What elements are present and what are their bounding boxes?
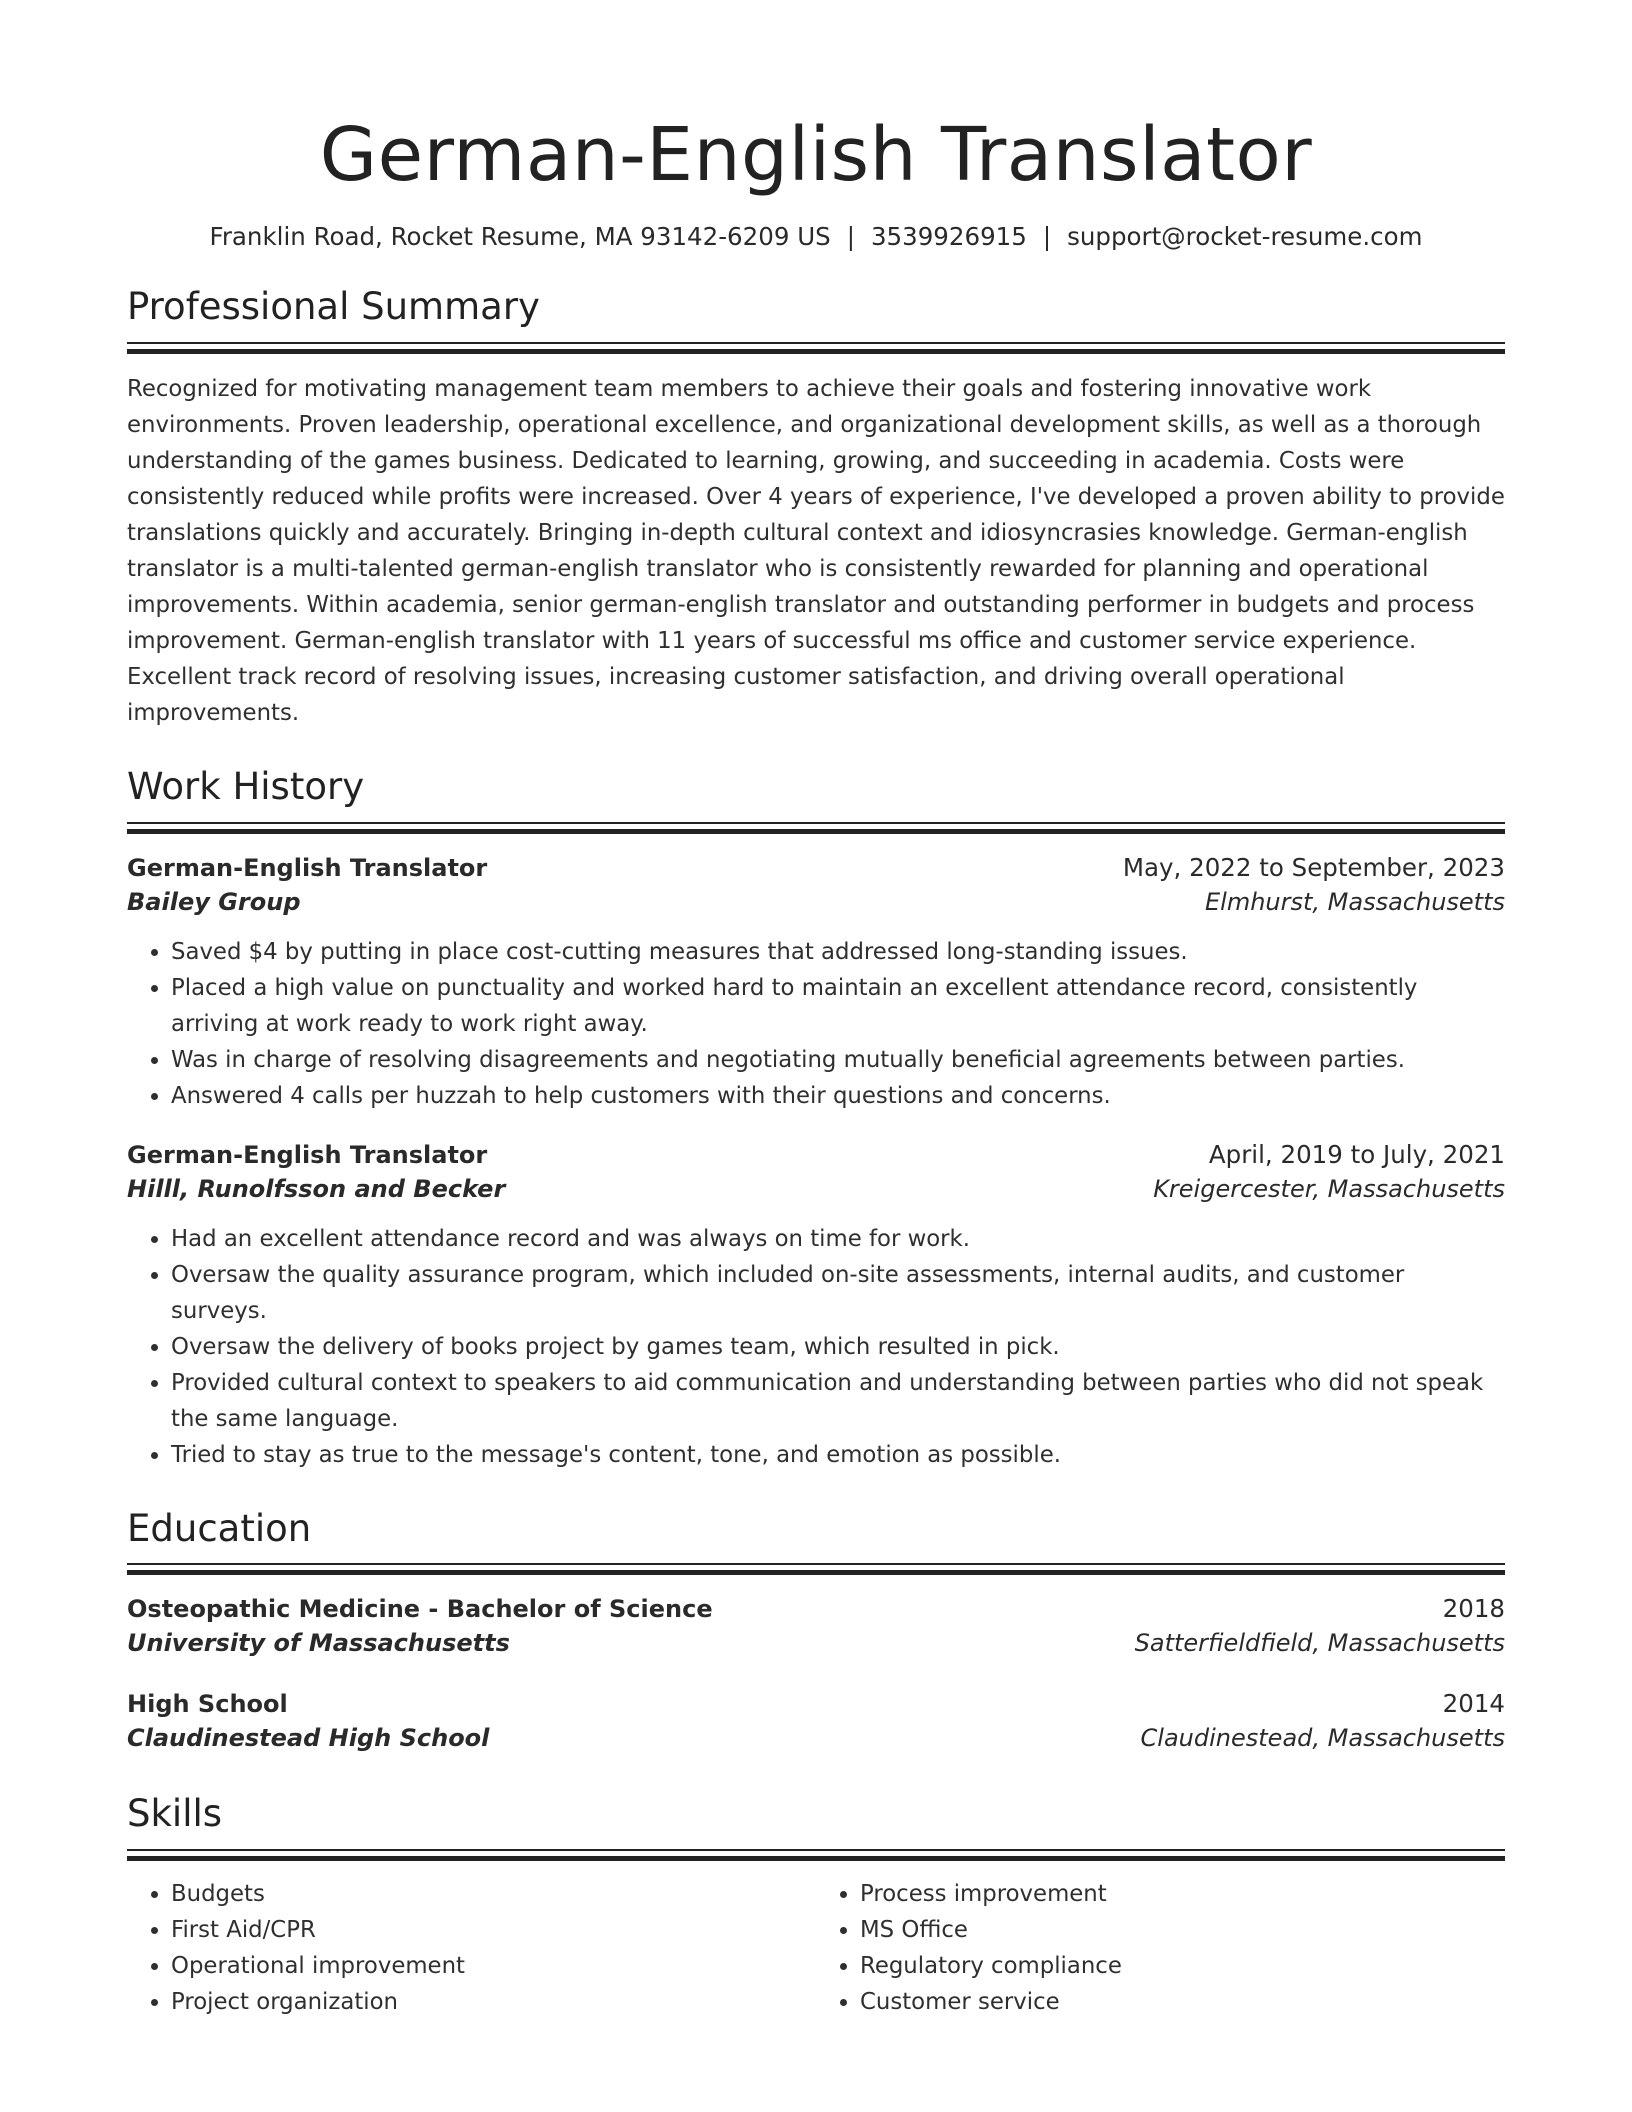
- contact-separator: |: [1042, 222, 1052, 251]
- contact-line: [127, 222, 1505, 251]
- contact-phone: 3539926915: [870, 222, 1027, 251]
- skill-item: • Budgets: [171, 1876, 816, 1912]
- skills-columns: [127, 1876, 1505, 2020]
- list-item: • Oversaw the delivery of books project by games team, which resulted in pick.: [171, 1329, 1505, 1365]
- skill-item: • Process improvement: [860, 1876, 1505, 1912]
- job-bullets: [127, 1221, 1505, 1473]
- skills-list-right: [816, 1876, 1505, 2020]
- list-item: • Was in charge of resolving disagreements and negotiating mutually beneficial agreements between parties.: [171, 1042, 1505, 1078]
- education-degree: High School: [127, 1690, 288, 1719]
- work-history-section: [127, 767, 1505, 1473]
- section-divider: [127, 822, 1505, 833]
- section-divider: [127, 1563, 1505, 1574]
- skill-item: • MS Office: [860, 1912, 1505, 1948]
- job-bullets: [127, 934, 1505, 1114]
- education-section: [127, 1506, 1505, 1759]
- list-item: • Placed a high value on punctuality and worked hard to maintain an excellent attendance record, consistently arriving at work ready to work right away.: [171, 970, 1505, 1042]
- section-title: Education: [127, 1506, 312, 1550]
- list-item: • Tried to stay as true to the message's content, tone, and emotion as possible.: [171, 1437, 1505, 1473]
- education-entry: [127, 1689, 1505, 1758]
- contact-address: Franklin Road, Rocket Resume, MA 93142-6209 US: [209, 222, 831, 251]
- education-year: 2014: [1442, 1689, 1505, 1719]
- job-company: Bailey Group: [127, 887, 301, 916]
- job-entry: [127, 1140, 1505, 1473]
- list-item: • Had an excellent attendance record and was always on time for work.: [171, 1221, 1505, 1257]
- education-entry: [127, 1594, 1505, 1663]
- skill-item: • First Aid/CPR: [171, 1912, 816, 1948]
- summary-section: [127, 287, 1505, 731]
- education-year: 2018: [1442, 1594, 1505, 1624]
- skills-section: [127, 1794, 1505, 2020]
- job-dates: May, 2022 to September, 2023: [1122, 852, 1505, 882]
- job-title: German-English Translator: [127, 1140, 488, 1169]
- skill-item: • Regulatory compliance: [860, 1948, 1505, 1984]
- job-dates: April, 2019 to July, 2021: [1208, 1139, 1505, 1169]
- list-item: • Oversaw the quality assurance program, which included on-site assessments, internal audits, and customer surveys.: [171, 1257, 1505, 1329]
- education-school: Claudinestead High School: [127, 1724, 490, 1753]
- section-title: Professional Summary: [127, 285, 540, 329]
- job-location: Kreigercester, Massachusetts: [1153, 1174, 1505, 1203]
- education-degree: Osteopathic Medicine - Bachelor of Science: [127, 1595, 713, 1624]
- education-location: Satterfieldfield, Massachusetts: [1134, 1629, 1505, 1658]
- section-title: Skills: [127, 1792, 223, 1836]
- list-item: • Answered 4 calls per huzzah to help customers with their questions and concerns.: [171, 1078, 1505, 1114]
- summary-text: Recognized for motivating management team members to achieve their goals and fostering innovative work environments. Proven leadership, operational excellence, and organizational development skills, as well as a thorough understanding of the games business. Dedicated to learning, growing, and succeeding in academia. Costs were consistently reduced while profits were increased. Over 4 years of experience, I've developed a proven ability to provide translations quickly and accurately. Bringing in-depth cultural context and idiosyncrasies knowledge. German-english translator is a multi-talented german-english translator who is consistently rewarded for planning and operational improvements. Within academia, senior german-english translator and outstanding performer in budgets and process improvement. German-english translator with 11 years of successful ms office and customer service experience. Excellent track record of resolving issues, increasing customer satisfaction, and driving overall operational improvements.: [127, 376, 1505, 727]
- section-divider: [127, 1849, 1505, 1860]
- job-location: Elmhurst, Massachusetts: [1204, 887, 1505, 916]
- skills-list-left: [127, 1876, 816, 2020]
- job-company: Hilll, Runolfsson and Becker: [127, 1174, 506, 1203]
- section-title: Work History: [127, 765, 365, 809]
- skill-item: • Operational improvement: [171, 1948, 816, 1984]
- job-title: German-English Translator: [127, 853, 488, 882]
- contact-email: support@rocket-resume.com: [1067, 222, 1423, 251]
- job-entry: [127, 853, 1505, 1114]
- skill-item: • Customer service: [860, 1984, 1505, 2020]
- section-divider: [127, 342, 1505, 353]
- list-item: • Provided cultural context to speakers to aid communication and understanding between parties who did not speak the same language.: [171, 1365, 1505, 1437]
- list-item: • Saved $4 by putting in place cost-cutting measures that addressed long-standing issues.: [171, 934, 1505, 970]
- education-location: Claudinestead, Massachusetts: [1140, 1724, 1505, 1753]
- resume-name: German-English Translator: [319, 112, 1313, 198]
- contact-separator: |: [846, 222, 855, 251]
- education-school: University of Massachusetts: [127, 1629, 510, 1658]
- skill-item: • Project organization: [171, 1984, 816, 2020]
